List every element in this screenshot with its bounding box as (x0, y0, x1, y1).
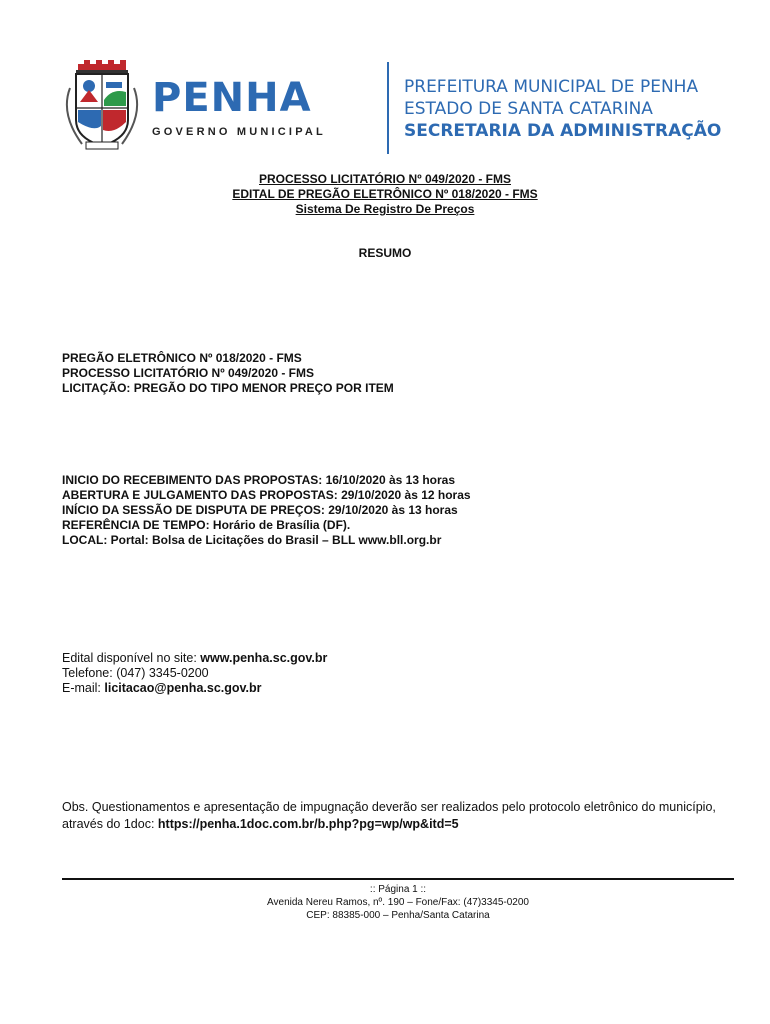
text-line: PREGÃO ELETRÔNICO Nº 018/2020 - FMS (62, 351, 302, 365)
site-line (62, 651, 327, 666)
footer-divider (62, 878, 734, 880)
text-line: PROCESSO LICITATÓRIO Nº 049/2020 - FMS (62, 366, 314, 380)
schedule-details (62, 473, 471, 548)
obs-text: Obs. Questionamentos e apresentação de impugnação deverão ser realizados pelo protocolo eletrônico do município, através do 1doc: (62, 800, 716, 831)
section-heading-resumo: RESUMO (358, 246, 412, 260)
observation-note (62, 799, 732, 833)
text-line: ABERTURA E JULGAMENTO DAS PROPOSTAS: 29/10/2020 às 12 horas (62, 488, 471, 502)
title-processo: PROCESSO LICITATÓRIO Nº 049/2020 - FMS (259, 172, 511, 186)
footer-cep: CEP: 88385-000 – Penha/Santa Catarina (306, 910, 490, 921)
letterhead (0, 0, 770, 160)
municipal-coat-of-arms-logo (56, 58, 148, 154)
org-line-secretaria: SECRETARIA DA ADMINISTRAÇÃO (404, 121, 722, 141)
org-line-prefeitura: PREFEITURA MUNICIPAL DE PENHA (404, 77, 699, 97)
phone-line: Telefone: (047) 3345-0200 (62, 666, 209, 680)
procurement-identification (62, 351, 394, 396)
brand-subtitle: GOVERNO MUNICIPAL (152, 126, 326, 138)
footer-address: Avenida Nereu Ramos, nº. 190 – Fone/Fax: (47)3345-0200 (267, 897, 529, 908)
text-line: REFERÊNCIA DE TEMPO: Horário de Brasília (DF). (62, 518, 351, 532)
title-edital: EDITAL DE PREGÃO ELETRÔNICO Nº 018/2020 - FMS (232, 187, 538, 201)
header-divider (387, 62, 389, 154)
org-line-estado: ESTADO DE SANTA CATARINA (404, 99, 653, 119)
document-titles (0, 172, 770, 217)
page-footer (62, 883, 734, 922)
text-line: LOCAL: Portal: Bolsa de Licitações do Brasil – BLL www.bll.org.br (62, 533, 442, 547)
email-link[interactable]: licitacao@penha.sc.gov.br (104, 681, 262, 695)
site-link[interactable]: www.penha.sc.gov.br (200, 651, 328, 665)
site-label: Edital disponível no site: (62, 651, 201, 665)
brand-name: PENHA (152, 75, 312, 121)
title-sistema: Sistema De Registro De Preços (295, 202, 475, 216)
text-line: INÍCIO DA SESSÃO DE DISPUTA DE PREÇOS: 29/10/2020 às 13 horas (62, 503, 458, 517)
email-line (62, 681, 327, 696)
text-line: INICIO DO RECEBIMENTO DAS PROPOSTAS: 16/10/2020 às 13 horas (62, 473, 456, 487)
contact-info (62, 651, 327, 696)
email-label: E-mail: (62, 681, 105, 695)
text-line: LICITAÇÃO: PREGÃO DO TIPO MENOR PREÇO POR ITEM (62, 381, 394, 395)
brand-wordmark (152, 75, 326, 138)
page-number: :: Página 1 :: (369, 884, 427, 895)
organization-block (404, 76, 721, 142)
obs-link[interactable]: https://penha.1doc.com.br/b.php?pg=wp/wp&itd=5 (157, 817, 459, 831)
